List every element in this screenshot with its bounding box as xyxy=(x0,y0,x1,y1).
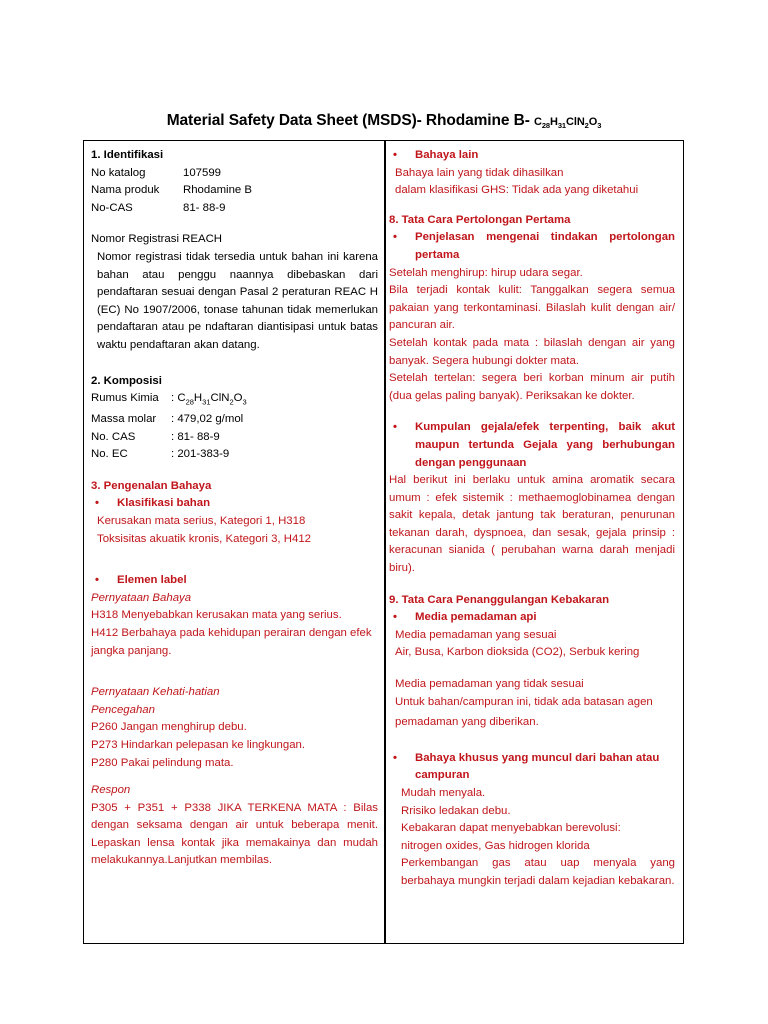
reach-heading: Nomor Registrasi REACH xyxy=(91,233,223,246)
identity-row: No-CAS 81- 88-9 xyxy=(91,201,226,214)
document-title xyxy=(0,112,768,130)
bahaya-lain-text: dalam klasifikasi GHS: Tidak ada yang diketahui xyxy=(395,184,639,197)
media-tidak-sesuai: Media pemadaman yang tidak sesuai xyxy=(395,678,584,691)
media-tidak-sesuai: pemadaman yang diberikan. xyxy=(395,716,539,729)
klasifikasi-item: Toksisitas akuatik kronis, Kategori 3, H412 xyxy=(97,532,311,545)
khusus-item: nitrogen oxides, Gas hidrogen klorida xyxy=(401,839,590,852)
pernyataan-bahaya: Pernyataan Bahaya xyxy=(91,591,192,604)
p-item: P273 Hindarkan pelepasan ke lingkungan. xyxy=(91,738,306,751)
section-9-heading: 9. Tata Cara Penanggulangan Kebakaran xyxy=(389,593,610,606)
h318: H318 Menyebabkan kerusakan mata yang serius. xyxy=(91,609,342,622)
p-item: P260 Jangan menghirup debu. xyxy=(91,721,247,734)
khusus-item: Rrisiko ledakan debu. xyxy=(401,804,511,817)
title-formula: $C_{28}H_{31}ClN_2O_3$ xyxy=(533,116,602,131)
khusus-item: Mudah menyala. xyxy=(401,787,486,799)
right-column xyxy=(389,147,675,891)
media-sesuai: Media pemadaman yang sesuai xyxy=(395,628,557,641)
khusus-heading: • Bahaya khusus yang muncul dari bahan atau campuran xyxy=(389,750,675,785)
bahaya-lain-heading: • Bahaya lain xyxy=(389,147,675,165)
media-sesuai: Air, Busa, Karbon dioksida (CO2), Serbuk kering xyxy=(395,646,640,659)
composition-row: No. CAS : 81- 88-9 xyxy=(91,430,220,443)
identity-row: No katalog 107599 xyxy=(91,166,222,179)
section-1-heading: 1. Identifikasi xyxy=(91,149,164,161)
khusus-last: Perkembangan gas atau uap menyala yang berbahaya mungkin terjadi dalam kejadian kebakaran. xyxy=(401,857,675,887)
left-column xyxy=(91,147,378,870)
composition-row: Massa molar : 479,02 g/mol xyxy=(91,413,244,425)
identity-row: Nama produk Rhodamine B xyxy=(91,184,253,197)
kehati-hatian: Pernyataan Kehati-hatian xyxy=(91,686,220,699)
msds-table xyxy=(83,140,684,944)
s8-bullet: • Penjelasan mengenai tindakan pertolongan pertama xyxy=(389,229,675,264)
pencegahan: Pencegahan xyxy=(91,703,155,716)
s8-item: Setelah menghirup: hirup udara segar. xyxy=(389,266,583,279)
media-tidak-sesuai: Untuk bahan/campuran ini, tidak ada batasan agen xyxy=(395,695,653,708)
section-8-heading: 8. Tata Cara Pertolongan Pertama xyxy=(389,213,571,226)
khusus-item: Kebakaran dapat menyebabkan berevolusi: xyxy=(401,822,621,835)
reach-text: Nomor registrasi tidak tersedia untuk bahan ini karena bahan atau penggu naannya dibebaskan dari pendaftaran sesuai dengan Pasal 2 peraturan REAC H (EC) No 1907/2006, tonase tahunan tidak memerlukan pendaftaran atau pe ndaftaran diantisipasi untuk batas waktu pendaftaran akan datang. xyxy=(97,250,378,351)
media-heading: • Media pemadaman api xyxy=(389,609,675,627)
section-3-heading: 3. Pengenalan Bahaya xyxy=(91,479,212,492)
respon-text: P305 + P351 + P338 JIKA TERKENA MATA : Bilas dengan seksama dengan air untuk beberapa menit. Lepaskan lensa kontak jika memakainya dan mudah melakukannya.Lanjutkan membilas. xyxy=(91,801,378,867)
h412: H412 Berbahaya pada kehidupan perairan dengan efek jangka panjang. xyxy=(91,626,372,657)
s8-item: Bila terjadi kontak kulit: Tanggalkan segera semua pakaian yang terkontaminasi. Bilaslah kulit dengan air/ pancuran air. xyxy=(389,284,675,332)
composition-row: No. EC : 201-383-9 xyxy=(91,448,230,461)
p-item: P280 Pakai pelindung mata. xyxy=(91,756,234,769)
gejala-heading: • Kumpulan gejala/efek terpenting, baik akut maupun tertunda Gejala yang berhubungan dengan penggunaan xyxy=(389,419,675,472)
respon: Respon xyxy=(91,784,131,797)
title-text: Material Safety Data Sheet (MSDS)- Rhodamine B- xyxy=(166,112,534,129)
s8-item: Setelah tertelan: segera beri korban minum air putih (dua gelas paling banyak). Periksakan ke dokter. xyxy=(389,372,675,402)
klasifikasi-item: Kerusakan mata serius, Kategori 1, H318 xyxy=(97,514,306,527)
elemen-label-heading: • Elemen label xyxy=(91,572,378,590)
klasifikasi-heading: • Klasifikasi bahan xyxy=(91,495,378,513)
s8-item: Setelah kontak pada mata : bilaslah dengan air yang banyak. Segera hubungi dokter mata. xyxy=(389,336,675,367)
column-divider xyxy=(384,141,386,943)
composition-row: Rumus Kimia : $C_{28}H_{31}ClN_2O_3$ xyxy=(91,392,247,407)
section-2-heading: 2. Komposisi xyxy=(91,374,162,387)
bahaya-lain-text: Bahaya lain yang tidak dihasilkan xyxy=(395,166,564,179)
gejala-text: Hal berikut ini berlaku untuk amina aromatik secara umum : efek sistemik : methaemoglobinamea dengan sakit kepala, detak jantung tak beraturan, penurunan tekanan darah, dyspnoea, dan sesak, gejala prinsip : keracunan sianida ( perubahan warna darah menjadi biru). xyxy=(389,474,675,575)
